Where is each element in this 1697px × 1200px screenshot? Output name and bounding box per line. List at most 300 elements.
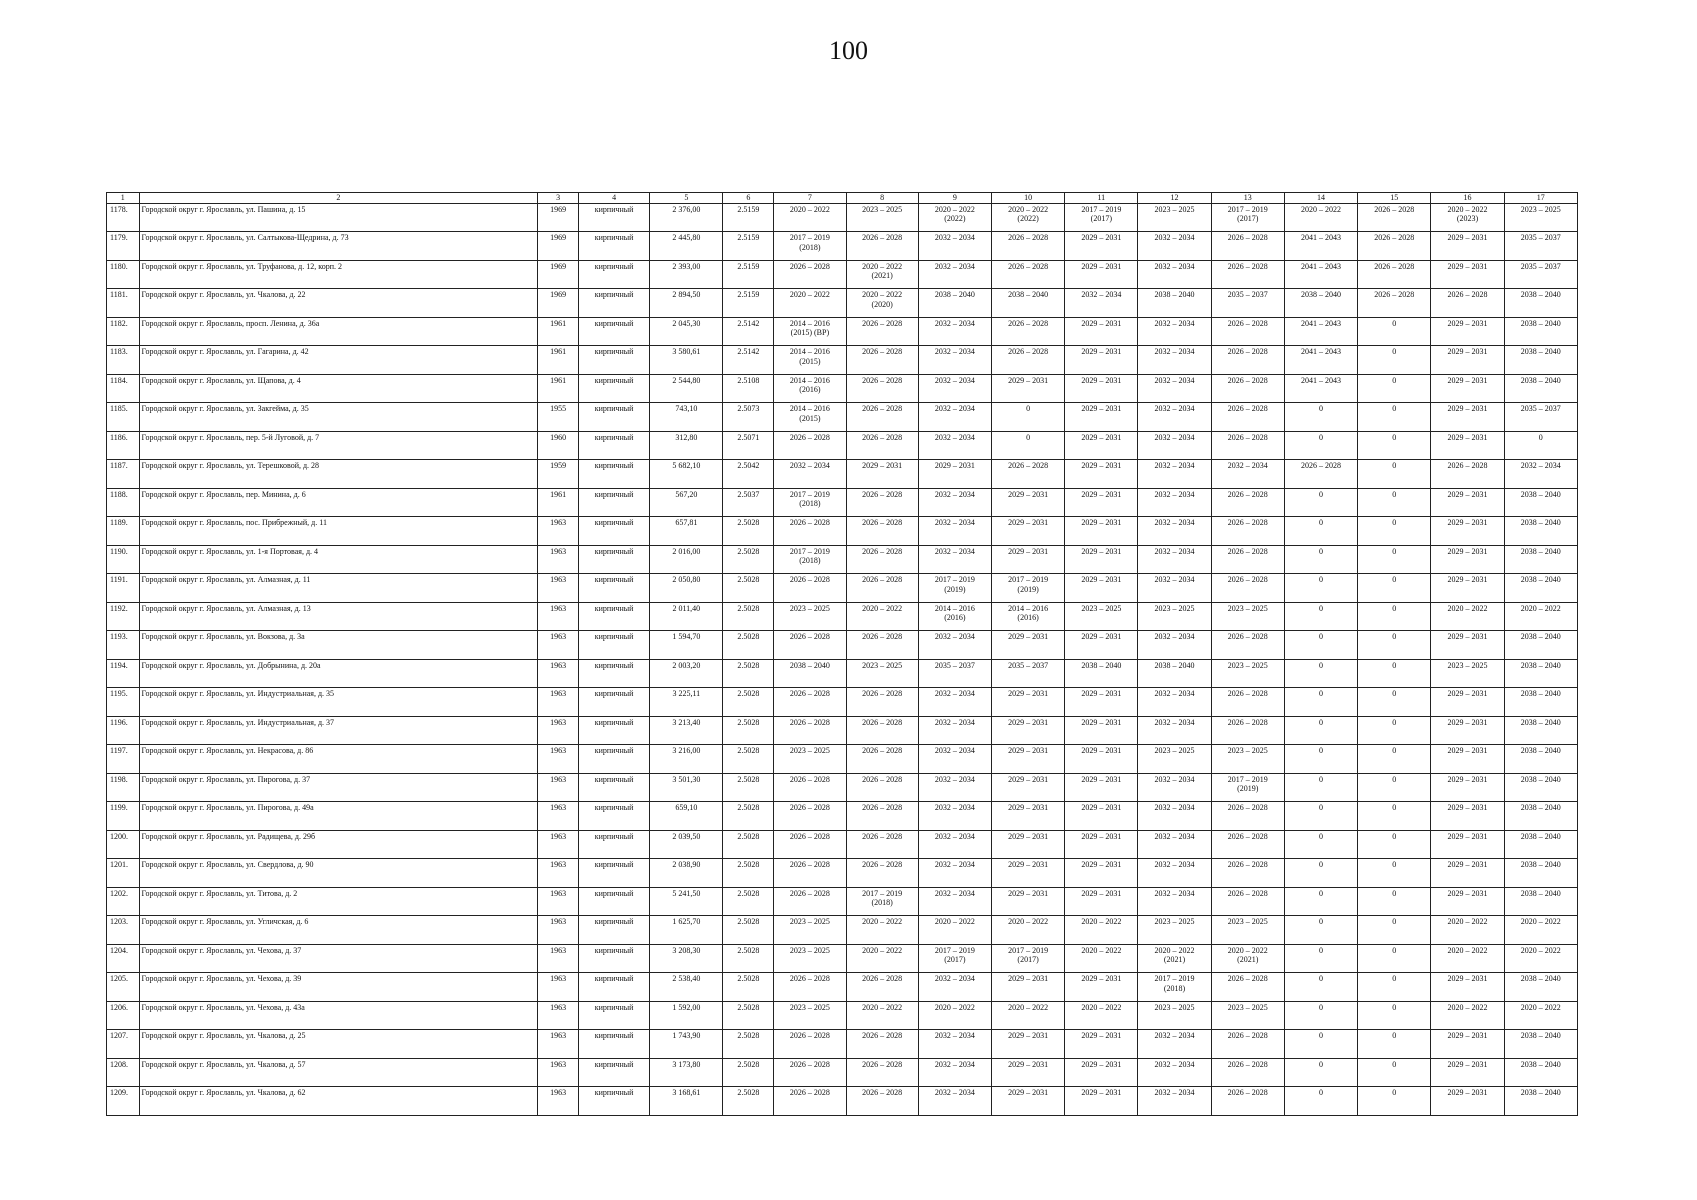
total-area: 2 003,20 [650, 659, 723, 688]
col-17-period: 2038 – 2040 [1504, 1087, 1577, 1116]
col-16-period [1431, 289, 1504, 318]
col-12-period [1138, 1058, 1211, 1087]
build-year: 1961 [538, 374, 579, 403]
col-7-period [774, 1087, 846, 1116]
period-range: 2026 – 2028 [789, 632, 830, 641]
col-8-period [846, 688, 918, 717]
period-range: 2032 – 2034 [934, 404, 975, 413]
period-range: 2026 – 2028 [1227, 803, 1268, 812]
wall-material: кирпичный [579, 431, 650, 460]
col-14-period: 0 [1284, 488, 1357, 517]
table-row [107, 460, 1578, 489]
col-6-value: 2.5028 [723, 716, 774, 745]
col-13-period [1211, 574, 1284, 603]
col-16-period [1431, 887, 1504, 916]
col-7-period [774, 916, 846, 945]
col-17-period: 2038 – 2040 [1504, 830, 1577, 859]
col-10-period [991, 716, 1064, 745]
period-range: 2032 – 2034 [934, 489, 975, 499]
wall-material: кирпичный [579, 973, 650, 1002]
period-range: 2032 – 2034 [1154, 632, 1195, 641]
col-9-period [918, 1030, 991, 1059]
period-range: 2032 – 2034 [934, 518, 975, 527]
period-range: 2023 – 2025 [1081, 603, 1122, 613]
total-area: 2 376,00 [650, 203, 723, 232]
address: Городской округ г. Ярославль, ул. Салтыкова-Щедрина, д. 73 [139, 232, 538, 261]
table-row [107, 1087, 1578, 1116]
col-16-period [1431, 631, 1504, 660]
build-year: 1963 [538, 517, 579, 546]
table-row [107, 232, 1578, 261]
col-12-period [1138, 431, 1211, 460]
period-range: 2026 – 2028 [1227, 888, 1268, 898]
col-17-period: 2038 – 2040 [1504, 574, 1577, 603]
period-year: (2019) [1237, 784, 1259, 793]
period-range: 2026 – 2028 [862, 774, 903, 784]
period-range: 2026 – 2028 [1227, 1031, 1268, 1040]
period-year: (2018) [799, 499, 821, 508]
build-year: 1969 [538, 260, 579, 289]
col-15-period: 0 [1358, 631, 1431, 660]
col-13-period [1211, 716, 1284, 745]
col-7-period [774, 517, 846, 546]
period-range: 2029 – 2031 [1447, 575, 1488, 584]
col-12-period [1138, 374, 1211, 403]
col-6-value: 2.5028 [723, 574, 774, 603]
period-range: 2029 – 2031 [1447, 888, 1488, 898]
row-number: 1197. [107, 745, 140, 774]
period-year: (2016) [944, 613, 966, 622]
table-row [107, 403, 1578, 432]
col-6-value: 2.5037 [723, 488, 774, 517]
col-9-period [918, 403, 991, 432]
period-range: 2020 – 2022 [789, 204, 830, 214]
col-16-period [1431, 260, 1504, 289]
period-range: 2029 – 2031 [1008, 489, 1049, 499]
col-6-value: 2.5028 [723, 1001, 774, 1030]
period-range: 2026 – 2028 [1227, 489, 1268, 499]
period-range: 2017 – 2019 [1227, 774, 1268, 784]
period-range: 2029 – 2031 [1447, 689, 1488, 698]
period-range: 2026 – 2028 [862, 974, 903, 983]
build-year: 1963 [538, 574, 579, 603]
wall-material: кирпичный [579, 517, 650, 546]
col-9-period [918, 602, 991, 631]
period-range: 2032 – 2034 [1154, 1059, 1195, 1069]
col-15-period: 2026 – 2028 [1358, 260, 1431, 289]
row-number: 1181. [107, 289, 140, 318]
period-range: 2032 – 2034 [934, 774, 975, 784]
row-number: 1199. [107, 802, 140, 831]
period-year: (2021) [1163, 955, 1186, 964]
period-range: 2029 – 2031 [1447, 404, 1488, 413]
total-area: 2 039,50 [650, 830, 723, 859]
col-12-period [1138, 659, 1211, 688]
col-11-period [1065, 203, 1138, 232]
period-range: 2020 – 2022 [1008, 204, 1049, 214]
row-number: 1189. [107, 517, 140, 546]
wall-material: кирпичный [579, 944, 650, 973]
col-16-period [1431, 716, 1504, 745]
col-14-period: 0 [1284, 602, 1357, 631]
col-10-period [991, 374, 1064, 403]
address: Городской округ г. Ярославль, ул. Радищева, д. 29б [139, 830, 538, 859]
build-year: 1969 [538, 203, 579, 232]
row-number: 1196. [107, 716, 140, 745]
col-13-period [1211, 802, 1284, 831]
period-range: 2023 – 2025 [789, 1002, 830, 1012]
col-7-period [774, 545, 846, 574]
period-year: (2019) [944, 584, 966, 594]
period-range: 2026 – 2028 [862, 1059, 903, 1069]
build-year: 1961 [538, 488, 579, 517]
col-9-period [918, 374, 991, 403]
period-year: (2021) [871, 271, 893, 280]
build-year: 1963 [538, 745, 579, 774]
period-range: 2029 – 2031 [1008, 518, 1049, 527]
period-range: 2032 – 2034 [1154, 375, 1195, 385]
wall-material: кирпичный [579, 745, 650, 774]
build-year: 1963 [538, 887, 579, 916]
build-year: 1963 [538, 1030, 579, 1059]
col-9-period [918, 317, 991, 346]
period-range: 2020 – 2022 [1447, 917, 1488, 926]
col-11-period [1065, 374, 1138, 403]
col-14-period: 0 [1284, 431, 1357, 460]
col-13-period [1211, 289, 1284, 318]
period-range: 2026 – 2028 [1008, 233, 1049, 242]
period-range: 2017 – 2019 [1154, 974, 1195, 983]
col-8-period [846, 1030, 918, 1059]
table-row [107, 488, 1578, 517]
period-range: 2026 – 2028 [789, 1059, 830, 1069]
period-range: 2020 – 2022 [1447, 945, 1488, 955]
column-header: 9 [918, 193, 991, 204]
col-14-period: 0 [1284, 1030, 1357, 1059]
total-area: 5 241,50 [650, 887, 723, 916]
col-8-period [846, 289, 918, 318]
period-range: 2017 – 2019 [1008, 945, 1049, 955]
col-15-period: 0 [1358, 716, 1431, 745]
col-16-period [1431, 802, 1504, 831]
period-range: 2038 – 2040 [1154, 660, 1195, 670]
col-6-value: 2.5159 [723, 232, 774, 261]
col-14-period: 0 [1284, 830, 1357, 859]
col-7-period [774, 1001, 846, 1030]
col-11-period [1065, 631, 1138, 660]
build-year: 1961 [538, 346, 579, 375]
col-11-period [1065, 716, 1138, 745]
col-16-period [1431, 973, 1504, 1002]
address: Городской округ г. Ярославль, ул. Титова, д. 2 [139, 887, 538, 916]
period-range: 2029 – 2031 [1081, 860, 1122, 869]
total-area: 5 682,10 [650, 460, 723, 489]
period-range: 2026 – 2028 [862, 432, 903, 442]
period-range: 0 [1026, 432, 1031, 442]
col-10-period [991, 830, 1064, 859]
wall-material: кирпичный [579, 659, 650, 688]
period-range: 2026 – 2028 [789, 518, 830, 527]
row-number: 1207. [107, 1030, 140, 1059]
col-13-period [1211, 232, 1284, 261]
column-header: 7 [774, 193, 846, 204]
period-range: 2023 – 2025 [1154, 204, 1195, 214]
col-7-period [774, 317, 846, 346]
col-11-period [1065, 260, 1138, 289]
period-range: 2029 – 2031 [1447, 1088, 1488, 1097]
table-row [107, 887, 1578, 916]
col-8-period [846, 203, 918, 232]
col-9-period [918, 260, 991, 289]
col-13-period [1211, 830, 1284, 859]
period-range: 2029 – 2031 [1447, 974, 1488, 983]
period-range: 2026 – 2028 [1227, 375, 1268, 385]
period-range: 2020 – 2022 [1081, 917, 1122, 926]
col-11-period [1065, 688, 1138, 717]
col-15-period: 2026 – 2028 [1358, 289, 1431, 318]
col-17-period: 2038 – 2040 [1504, 773, 1577, 802]
col-11-period [1065, 403, 1138, 432]
col-16-period [1431, 1001, 1504, 1030]
period-range: 2026 – 2028 [1008, 347, 1049, 356]
table-row [107, 1001, 1578, 1030]
col-12-period [1138, 232, 1211, 261]
period-range: 2026 – 2028 [1227, 974, 1268, 983]
build-year: 1963 [538, 1058, 579, 1087]
period-range: 2029 – 2031 [934, 461, 975, 470]
period-range: 2035 – 2037 [934, 660, 975, 670]
col-7-period [774, 488, 846, 517]
col-13-period [1211, 688, 1284, 717]
period-range: 2020 – 2022 [1008, 917, 1049, 926]
period-range: 2029 – 2031 [1081, 318, 1122, 328]
address: Городской округ г. Ярославль, ул. Чкалова, д. 25 [139, 1030, 538, 1059]
col-10-period [991, 203, 1064, 232]
col-12-period [1138, 802, 1211, 831]
column-header: 12 [1138, 193, 1211, 204]
col-9-period [918, 688, 991, 717]
col-9-period [918, 859, 991, 888]
address: Городской округ г. Ярославль, ул. Пашина, д. 15 [139, 203, 538, 232]
address: Городской округ г. Ярославль, ул. Алмазная, д. 13 [139, 602, 538, 631]
period-range: 2029 – 2031 [1008, 1088, 1049, 1097]
period-range: 2032 – 2034 [1227, 461, 1268, 470]
table-row [107, 944, 1578, 973]
period-range: 2020 – 2022 [862, 945, 903, 955]
period-range: 2032 – 2034 [1154, 860, 1195, 869]
period-year: (2017) [1017, 955, 1039, 964]
col-8-period [846, 346, 918, 375]
col-17-period: 2035 – 2037 [1504, 232, 1577, 261]
period-range: 2026 – 2028 [789, 261, 830, 271]
col-17-period: 2038 – 2040 [1504, 688, 1577, 717]
period-range: 2032 – 2034 [1154, 347, 1195, 356]
col-16-period [1431, 830, 1504, 859]
col-11-period [1065, 602, 1138, 631]
table-row [107, 545, 1578, 574]
col-7-period [774, 346, 846, 375]
period-year: (2019) [1017, 584, 1039, 594]
row-number: 1179. [107, 232, 140, 261]
col-6-value: 2.5028 [723, 688, 774, 717]
col-12-period [1138, 346, 1211, 375]
col-16-period [1431, 1087, 1504, 1116]
period-range: 2026 – 2028 [1008, 461, 1049, 470]
total-area: 3 580,61 [650, 346, 723, 375]
build-year: 1963 [538, 659, 579, 688]
period-range: 2029 – 2031 [1081, 1059, 1122, 1069]
col-12-period [1138, 317, 1211, 346]
period-range: 2026 – 2028 [789, 974, 830, 983]
period-range: 2029 – 2031 [1447, 261, 1488, 271]
col-16-period [1431, 203, 1504, 232]
period-range: 2026 – 2028 [862, 518, 903, 527]
row-number: 1209. [107, 1087, 140, 1116]
col-15-period: 0 [1358, 773, 1431, 802]
period-range: 2020 – 2022 [1154, 945, 1195, 955]
col-8-period [846, 773, 918, 802]
col-6-value: 2.5028 [723, 773, 774, 802]
period-year: (2015) [799, 356, 821, 366]
period-range: 2026 – 2028 [789, 689, 830, 698]
period-range: 2032 – 2034 [1154, 432, 1195, 442]
period-range: 2020 – 2022 [1081, 945, 1122, 955]
col-7-period [774, 460, 846, 489]
row-number: 1183. [107, 346, 140, 375]
period-range: 2026 – 2028 [862, 717, 903, 727]
col-9-period [918, 460, 991, 489]
col-7-period [774, 973, 846, 1002]
col-9-period [918, 916, 991, 945]
col-17-period: 2038 – 2040 [1504, 716, 1577, 745]
period-range: 2032 – 2034 [1154, 518, 1195, 527]
column-header: 11 [1065, 193, 1138, 204]
col-16-period [1431, 745, 1504, 774]
col-15-period: 0 [1358, 830, 1431, 859]
period-year: (2015) (ВР) [790, 328, 830, 337]
period-range: 2023 – 2025 [862, 660, 903, 670]
col-12-period [1138, 488, 1211, 517]
col-6-value: 2.5028 [723, 659, 774, 688]
col-6-value: 2.5028 [723, 802, 774, 831]
col-9-period [918, 346, 991, 375]
col-10-period [991, 431, 1064, 460]
col-17-period: 2038 – 2040 [1504, 545, 1577, 574]
period-range: 2029 – 2031 [1081, 375, 1122, 385]
col-7-period [774, 1058, 846, 1087]
period-range: 2023 – 2025 [1227, 603, 1268, 613]
period-range: 2029 – 2031 [1081, 546, 1122, 556]
column-header: 17 [1504, 193, 1577, 204]
build-year: 1963 [538, 1087, 579, 1116]
table-row [107, 716, 1578, 745]
total-area: 2 445,80 [650, 232, 723, 261]
period-range: 2029 – 2031 [1008, 632, 1049, 641]
total-area: 2 538,40 [650, 973, 723, 1002]
col-6-value: 2.5028 [723, 745, 774, 774]
col-17-period: 2038 – 2040 [1504, 859, 1577, 888]
col-8-period [846, 260, 918, 289]
period-year: (2018) [871, 898, 893, 907]
period-range: 2029 – 2031 [1008, 717, 1049, 727]
period-range: 2029 – 2031 [1447, 803, 1488, 812]
period-range: 2032 – 2034 [934, 318, 975, 328]
col-11-period [1065, 887, 1138, 916]
col-11-period [1065, 1087, 1138, 1116]
period-range: 2029 – 2031 [1081, 1031, 1122, 1040]
col-7-period [774, 289, 846, 318]
total-area: 3 216,00 [650, 745, 723, 774]
period-year: (2015) [799, 413, 821, 423]
period-range: 2032 – 2034 [1154, 803, 1195, 812]
col-14-period: 2038 – 2040 [1284, 289, 1357, 318]
row-number: 1203. [107, 916, 140, 945]
col-8-period [846, 1001, 918, 1030]
col-8-period [846, 545, 918, 574]
col-10-period [991, 802, 1064, 831]
col-7-period [774, 830, 846, 859]
period-range: 2023 – 2025 [789, 746, 830, 755]
col-10-period [991, 488, 1064, 517]
build-year: 1963 [538, 716, 579, 745]
col-16-period [1431, 916, 1504, 945]
period-range: 2032 – 2034 [934, 831, 975, 841]
col-17-period: 2038 – 2040 [1504, 802, 1577, 831]
period-range: 2029 – 2031 [1447, 233, 1488, 242]
period-range: 2020 – 2022 [934, 1002, 975, 1012]
col-9-period [918, 887, 991, 916]
wall-material: кирпичный [579, 203, 650, 232]
period-range: 2038 – 2040 [789, 660, 830, 670]
period-range: 2026 – 2028 [1227, 717, 1268, 727]
col-16-period [1431, 659, 1504, 688]
build-year: 1963 [538, 802, 579, 831]
col-15-period: 0 [1358, 1058, 1431, 1087]
address: Городской округ г. Ярославль, ул. Пирогова, д. 49а [139, 802, 538, 831]
period-range: 2038 – 2040 [1008, 290, 1049, 299]
col-11-period [1065, 1001, 1138, 1030]
col-9-period [918, 488, 991, 517]
col-6-value: 2.5159 [723, 289, 774, 318]
period-range: 2035 – 2037 [1227, 290, 1268, 299]
row-number: 1201. [107, 859, 140, 888]
address: Городской округ г. Ярославль, ул. Индустриальная, д. 37 [139, 716, 538, 745]
period-range: 2026 – 2028 [789, 1031, 830, 1040]
total-area: 2 050,80 [650, 574, 723, 603]
period-range: 2026 – 2028 [789, 774, 830, 784]
period-range: 2032 – 2034 [934, 689, 975, 698]
col-12-period [1138, 602, 1211, 631]
col-9-period [918, 631, 991, 660]
col-13-period [1211, 973, 1284, 1002]
col-8-period [846, 830, 918, 859]
col-7-period [774, 203, 846, 232]
col-8-period [846, 374, 918, 403]
col-8-period [846, 517, 918, 546]
col-6-value: 2.5028 [723, 1030, 774, 1059]
column-header: 16 [1431, 193, 1504, 204]
col-11-period [1065, 517, 1138, 546]
address: Городской округ г. Ярославль, ул. Угличская, д. 6 [139, 916, 538, 945]
col-6-value: 2.5028 [723, 887, 774, 916]
col-12-period [1138, 859, 1211, 888]
col-13-period [1211, 460, 1284, 489]
col-17-period: 2038 – 2040 [1504, 1058, 1577, 1087]
col-6-value: 2.5159 [723, 203, 774, 232]
col-8-period [846, 460, 918, 489]
col-6-value: 2.5028 [723, 859, 774, 888]
period-range: 2026 – 2028 [862, 404, 903, 413]
